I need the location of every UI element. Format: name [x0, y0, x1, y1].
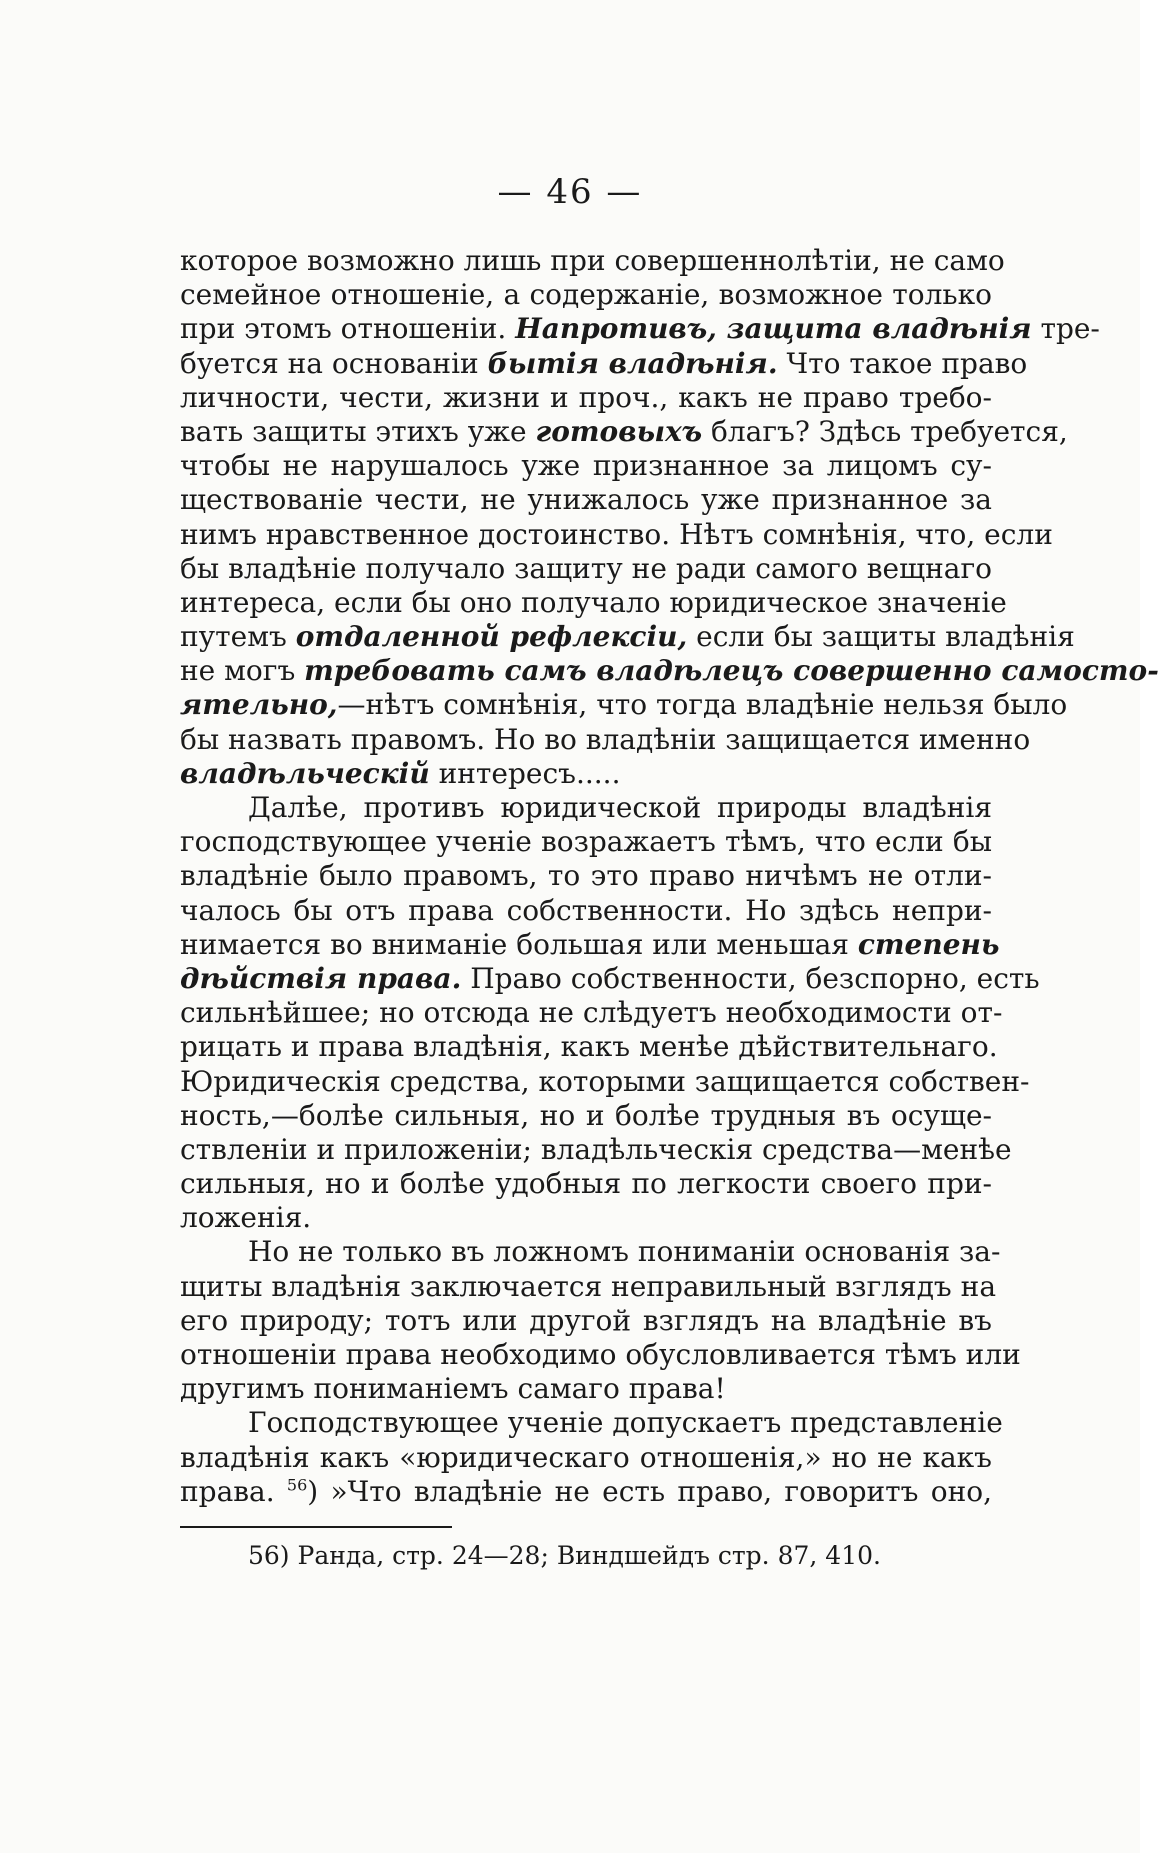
text-segment: вать защиты этихъ уже — [180, 414, 536, 448]
footnote: 56) Ранда, стр. 24—28; Виндшейдъ стр. 87, 410. — [248, 1541, 881, 1570]
text-line — [180, 996, 1003, 1030]
emphasized-text: отдаленной рефлексіи, — [295, 620, 688, 654]
text-segment: Юридическія средства, которыми защищается собствен- — [180, 1064, 1030, 1098]
text-line — [180, 414, 1068, 449]
text-segment: владѣнія какъ «юридическаго отношенія,» но не какъ — [180, 1440, 992, 1474]
text-segment: отношеніи права необходимо обусловливается тѣмъ или — [180, 1338, 1021, 1371]
text-line — [180, 859, 992, 893]
text-segment: сильныя, но и болѣе удобныя по легкости своего при- — [180, 1167, 992, 1201]
text-line — [180, 278, 992, 312]
text-line — [180, 312, 1100, 346]
text-segment: бы владѣніе получало защиту не ради самого вещнаго — [180, 551, 992, 585]
text-line — [180, 346, 1028, 381]
text-segment: ложенія. — [180, 1201, 312, 1235]
text-line — [180, 894, 992, 928]
emphasized-text: владѣльческій — [180, 756, 430, 790]
emphasized-text: готовыхъ — [535, 414, 703, 448]
text-line — [180, 483, 992, 517]
text-segment: ность,—болѣе сильныя, но и болѣе трудныя въ осуще- — [180, 1098, 992, 1132]
text-segment: интересъ..... — [429, 756, 621, 790]
text-line — [180, 961, 1040, 996]
text-line — [180, 1201, 992, 1235]
text-line — [180, 1372, 992, 1406]
text-segment: бы назвать правомъ. Но во владѣніи защищается именно — [180, 722, 1031, 756]
text-line — [180, 1406, 1003, 1440]
text-line — [180, 552, 992, 586]
text-line — [180, 688, 1068, 722]
text-line — [180, 585, 1007, 620]
text-line — [180, 1064, 1030, 1099]
text-line — [180, 244, 1005, 278]
page-number: — 46 — — [497, 172, 643, 212]
text-segment: Но не только въ ложномъ пониманіи основанія за- — [248, 1235, 1001, 1269]
text-segment: права. — [180, 1474, 287, 1508]
text-line — [180, 927, 1000, 962]
text-segment: господствующее ученіе возражаетъ тѣмъ, что если бы — [180, 825, 992, 859]
text-segment: не могъ — [180, 654, 305, 688]
text-line — [180, 1338, 1021, 1372]
text-segment: Далѣе, противъ юридической природы владѣнія — [248, 791, 992, 824]
text-line — [180, 449, 992, 483]
text-line — [180, 791, 992, 825]
text-line — [180, 620, 1075, 654]
text-segment: рицать и права владѣнія, какъ менѣе дѣйствительнаго. — [180, 1030, 998, 1064]
text-segment: ) »Что владѣніе не есть право, говоритъ оно, — [307, 1474, 992, 1508]
text-segment: которое возможно лишь при совершеннолѣтіи, не само — [180, 244, 1005, 277]
text-segment: если бы защиты владѣнія — [687, 620, 1075, 654]
emphasized-text: степень — [857, 927, 1000, 961]
text-line — [180, 1099, 992, 1133]
text-segment: сильнѣйшее; но отсюда не слѣдуетъ необходимости от- — [180, 996, 1003, 1030]
text-segment: щиты владѣнія заключается неправильный взглядъ на — [180, 1269, 997, 1303]
text-segment: путемъ — [180, 620, 296, 654]
text-segment: нимается во вниманіе большая или меньшая — [180, 927, 858, 961]
text-segment: ствленіи и приложеніи; владѣльческія средства—менѣе — [180, 1132, 1012, 1166]
text-line — [180, 1132, 1012, 1167]
text-line — [180, 1030, 998, 1064]
body-text — [180, 244, 1159, 1509]
text-segment: другимъ пониманіемъ самаго права! — [180, 1372, 726, 1406]
text-segment: Господствующее ученіе допускаетъ представленіе — [248, 1406, 1003, 1440]
text-segment: при этомъ отношеніи. — [180, 312, 516, 346]
emphasized-text: Напротивъ, защита владѣнія — [515, 312, 1032, 346]
text-segment: владѣніе было правомъ, то это право ничѣмъ не отли- — [180, 859, 992, 893]
text-segment: чалось бы отъ права собственности. Но здѣсь непри- — [180, 893, 992, 927]
text-segment: благъ? Здѣсь требуется, — [702, 414, 1068, 448]
text-segment: его природу; тотъ или другой взглядъ на владѣніе въ — [180, 1303, 992, 1337]
text-line — [180, 1475, 992, 1509]
text-line — [180, 517, 1053, 552]
text-segment: чтобы не нарушалось уже признанное за лицомъ су- — [180, 449, 992, 483]
text-segment: интереса, если бы оно получало юридическое значеніе — [180, 585, 1007, 619]
text-segment: —нѣтъ сомнѣнія, что тогда владѣніе нельзя было — [337, 688, 1068, 722]
footnote-reference: 56 — [286, 1475, 308, 1495]
text-line — [180, 722, 1031, 757]
text-line — [180, 654, 1159, 688]
text-line — [180, 1269, 997, 1304]
text-segment: буется на основаніи — [180, 346, 488, 380]
emphasized-text: требовать самъ владѣлецъ совершенно самосто- — [304, 654, 1159, 688]
text-segment: личности, чести, жизни и проч., какъ не право требо- — [180, 380, 992, 414]
footnote-divider — [180, 1526, 452, 1528]
text-segment: Что такое право — [777, 346, 1028, 380]
text-line — [180, 381, 992, 415]
text-segment: нимъ нравственное достоинство. Нѣтъ сомнѣнія, что, если — [180, 517, 1053, 551]
text-line — [180, 1441, 992, 1475]
text-segment: Право собственности, безспорно, есть — [461, 961, 1040, 995]
text-line — [180, 757, 992, 791]
emphasized-text: дѣйствія права. — [180, 961, 462, 995]
text-line — [180, 1167, 992, 1201]
text-line — [180, 1304, 992, 1338]
text-segment: тре- — [1031, 312, 1100, 346]
emphasized-text: ятельно, — [180, 688, 338, 722]
text-segment: ществованіе чести, не унижалось уже признанное за — [180, 483, 992, 517]
text-line — [180, 1235, 1001, 1269]
emphasized-text: бытія владѣнія. — [487, 346, 778, 380]
text-segment: семейное отношеніе, а содержаніе, возможное только — [180, 278, 992, 312]
text-line — [180, 825, 992, 859]
